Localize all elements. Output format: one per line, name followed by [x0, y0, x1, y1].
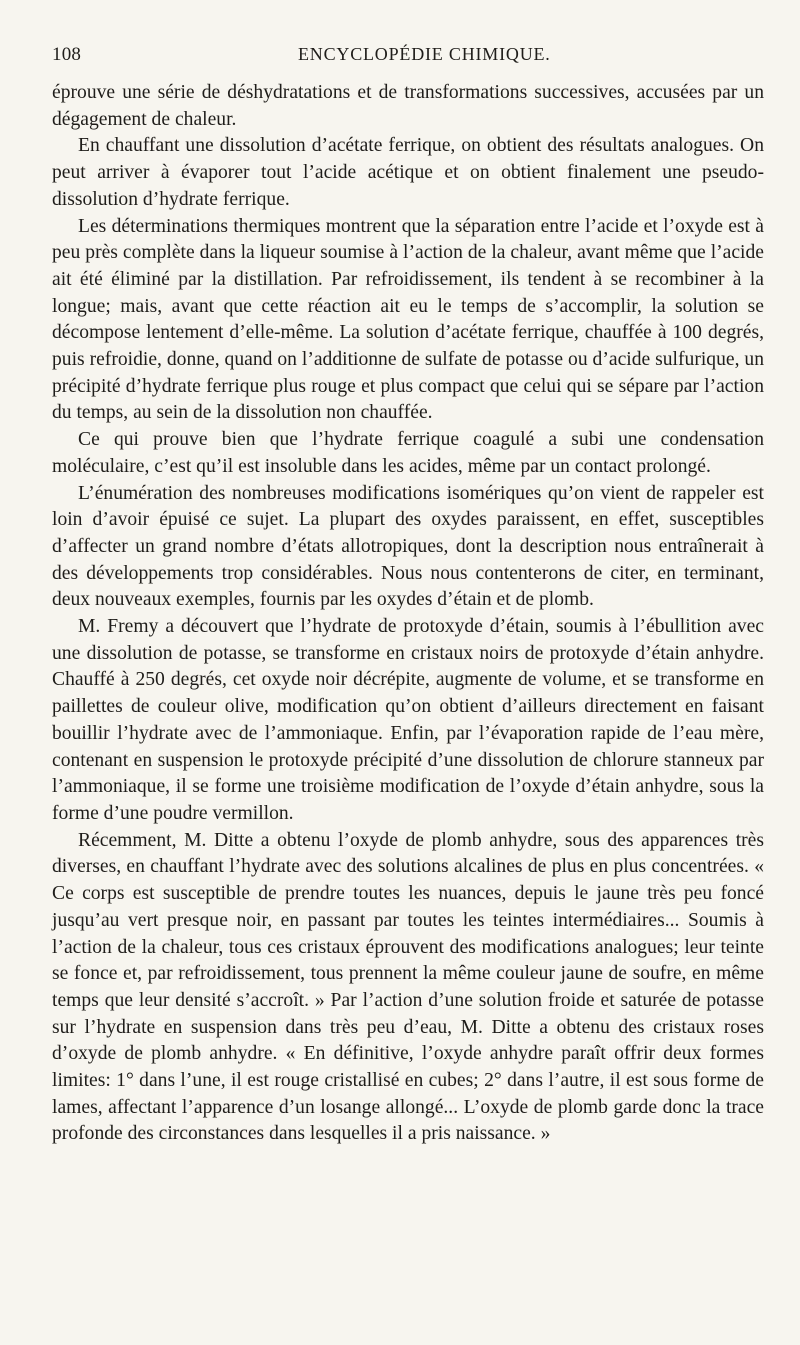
paragraph: M. Fremy a découvert que l’hydrate de protoxyde d’étain, soumis à l’ébullition avec une dissolution de potasse, se transforme en cristaux noirs de protoxyde d’étain anhydre. Chauffé à 250 degrés, cet oxyde noir décrépite, augmente de volume, et se transforme en paillettes de couleur olive, modification qu’on obtient d’ailleurs directement en faisant bouillir l’hydrate avec de l’ammoniaque. Enfin, par l’évaporation rapide de l’eau mère, contenant en suspension le protoxyde précipité d’une dissolution de chlorure stanneux par l’ammoniaque, il se forme une troisième modification de l’oxyde d’étain anhydre, sous la forme d’une poudre vermillon. [52, 616, 764, 824]
page-number: 108 [52, 44, 82, 65]
running-title: ENCYCLOPÉDIE CHIMIQUE. [298, 44, 551, 64]
body-text [52, 80, 764, 1148]
paragraph: Ce qui prouve bien que l’hydrate ferrique coagulé a subi une condensation moléculaire, c’est qu’il est insoluble dans les acides, même par un contact prolongé. [52, 429, 764, 477]
paragraph: En chauffant une dissolution d’acétate ferrique, on obtient des résultats analogues. On peut arriver à évaporer tout l’acide acétique et on obtient finalement une pseudo-dissolution d’hydrate ferrique. [52, 135, 764, 210]
paragraph: L’énumération des nombreuses modifications isomériques qu’on vient de rappeler est loin d’avoir épuisé ce sujet. La plupart des oxydes paraissent, en effet, susceptibles d’affecter un grand nombre d’états allotropiques, dont la description nous entraînerait à des développements trop considérables. Nous nous contenterons de citer, en terminant, deux nouveaux exemples, fournis par les oxydes d’étain et de plomb. [52, 482, 764, 611]
page-header [52, 44, 764, 70]
paragraph: Les déterminations thermiques montrent que la séparation entre l’acide et l’oxyde est à peu près complète dans la liqueur soumise à l’action de la chaleur, avant même que l’acide ait été éliminé par la distillation. Par refroidissement, ils tendent à se recombiner à la longue; mais, avant que cette réaction ait eu le temps de s’accomplir, la solution se décompose lentement d’elle-même. La solution d’acétate ferrique, chauffée à 100 degrés, puis refroidie, donne, quand on l’additionne de sulfate de potasse ou d’acide sulfurique, un précipité d’hydrate ferrique plus rouge et plus compact que celui qui se sépare par l’action du temps, au sein de la dissolution non chauffée. [52, 215, 764, 424]
paragraph: Récemment, M. Ditte a obtenu l’oxyde de plomb anhydre, sous des apparences très diverses, en chauffant l’hydrate avec des solutions alcalines de plus en plus concentrées. « Ce corps est susceptible de prendre toutes les nuances, depuis le jaune très peu foncé jusqu’au vert presque noir, en passant par toutes les teintes intermédiaires... Soumis à l’action de la chaleur, tous ces cristaux éprouvent des modifications analogues; leur teinte se fonce et, par refroidissement, tous prennent la même couleur jaune de soufre, en même temps que leur densité s’accroît. » Par l’action d’une solution froide et saturée de potasse sur l’hydrate en suspension dans très peu d’eau, M. Ditte a obtenu des cristaux roses d’oxyde de plomb anhydre. « En définitive, l’oxyde anhydre paraît offrir deux formes limites: 1° dans l’une, il est rouge cristallisé en cubes; 2° dans l’autre, il est sous forme de lames, affectant l’apparence d’un losange allongé... L’oxyde de plomb garde donc la trace profonde des circonstances dans lesquelles il a pris naissance. » [52, 829, 764, 1145]
paragraph-continuation: éprouve une série de déshydratations et de transformations successives, accusées par un dégagement de chaleur. [52, 82, 764, 130]
